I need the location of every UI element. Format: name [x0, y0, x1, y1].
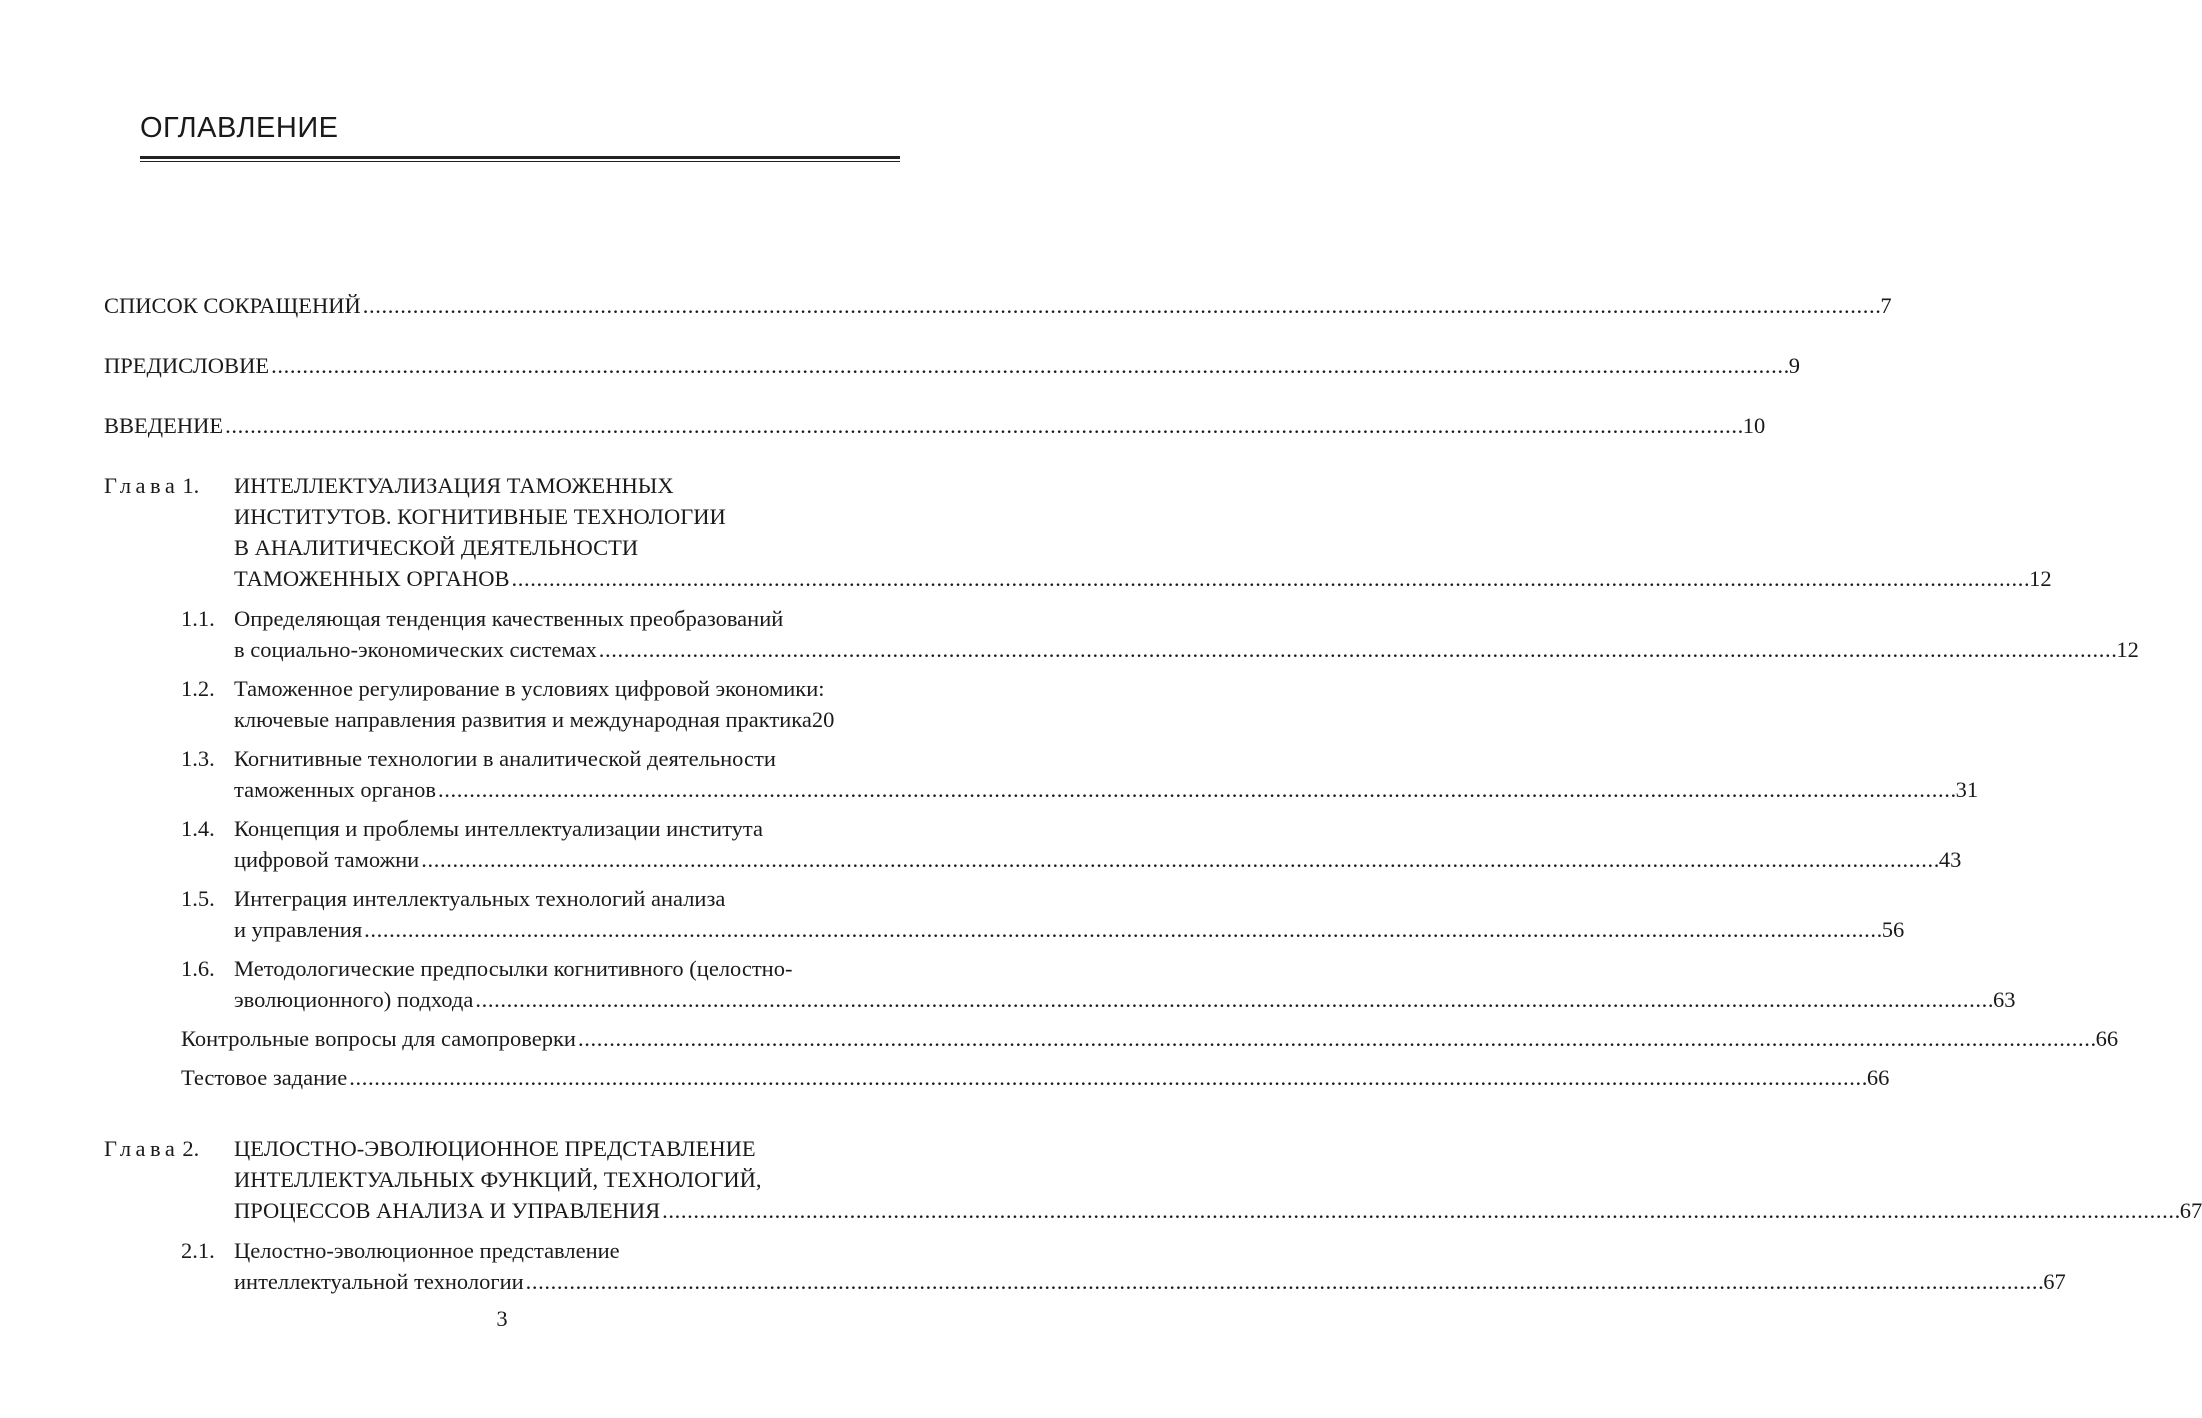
section-title-line: Когнитивные технологии в аналитической деятельности [234, 746, 776, 771]
toc-entry-title: Контрольные вопросы для самопроверки [181, 1026, 576, 1051]
toc-page-number: 43 [1938, 847, 1962, 872]
toc-entry-control-questions[interactable] [181, 1023, 2119, 1054]
chapter-title-line: ТАМОЖЕННЫХ ОРГАНОВ [234, 566, 510, 591]
page-title: ОГЛАВЛЕНИЕ [140, 112, 339, 144]
section-title-line: Определяющая тенденция качественных преобразований [234, 606, 784, 631]
toc-page-number: 7 [1880, 293, 1892, 318]
section-title-line: и управления [234, 917, 363, 942]
toc-page-number: 67 [2043, 1269, 2066, 1294]
section-number: 1.1. [181, 606, 215, 631]
dot-leader [364, 914, 1880, 945]
toc-page-number: 67 [2179, 1198, 2202, 1223]
section-number: 2.1. [181, 1238, 215, 1263]
toc-page-number: 56 [1881, 917, 1905, 942]
title-rule-thin [140, 161, 900, 162]
dot-leader [599, 634, 2115, 665]
section-number: 1.2. [181, 676, 215, 701]
chapter-title-line: ПРОЦЕССОВ АНАЛИЗА И УПРАВЛЕНИЯ [234, 1198, 661, 1223]
dot-leader [271, 350, 1787, 381]
section-number: 1.6. [181, 956, 215, 981]
toc-chapter-1[interactable] [104, 470, 2052, 594]
dot-leader [363, 290, 1879, 321]
toc-page-number: 12 [2116, 637, 2139, 662]
dot-leader [438, 774, 1954, 805]
section-number: 1.3. [181, 746, 215, 771]
section-number: 1.4. [181, 816, 215, 841]
chapter-label: Глава 2. [104, 1136, 200, 1161]
dot-leader [662, 1195, 2178, 1226]
dot-leader [349, 1062, 1865, 1093]
toc-section-2-1[interactable] [181, 1235, 2066, 1297]
dot-leader [578, 1023, 2094, 1054]
toc-section-1-2[interactable] [181, 673, 900, 735]
section-title-line: интеллектуальной технологии [234, 1269, 524, 1294]
toc-entry-title: ВВЕДЕНИЕ [104, 413, 224, 438]
section-title-line: Интеграция интеллектуальных технологий анализа [234, 886, 726, 911]
section-title-line: Таможенное регулирование в условиях цифровой экономики: [234, 676, 825, 701]
toc-page-number: 20 [811, 707, 835, 732]
toc-page-number: 66 [2095, 1026, 2119, 1051]
toc-section-1-4[interactable] [181, 813, 1962, 875]
toc-page-number: 63 [1992, 987, 2016, 1012]
page-number: 3 [496, 1306, 508, 1331]
dot-leader [475, 984, 1991, 1015]
dot-leader [526, 1266, 2042, 1297]
toc-entry-title: ПРЕДИСЛОВИЕ [104, 353, 270, 378]
toc-entry-introduction[interactable] [104, 410, 1766, 441]
table-of-contents [104, 290, 2202, 1297]
toc-page-number: 9 [1788, 353, 1800, 378]
toc-page-number: 31 [1955, 777, 1979, 802]
chapter-title-line: ЦЕЛОСТНО-ЭВОЛЮЦИОННОЕ ПРЕДСТАВЛЕНИЕ [234, 1136, 756, 1161]
chapter-label: Глава 1. [104, 473, 200, 498]
toc-section-1-3[interactable] [181, 743, 1979, 805]
section-title-line: ключевые направления развития и международная практика [234, 707, 812, 732]
toc-entry-abbreviations[interactable] [104, 290, 1892, 321]
title-rule-thick [140, 156, 900, 159]
toc-entry-title: СПИСОК СОКРАЩЕНИЙ [104, 293, 361, 318]
toc-section-1-5[interactable] [181, 883, 1905, 945]
toc-entry-preface[interactable] [104, 350, 1800, 381]
section-title-line: в социально-экономических системах [234, 637, 597, 662]
section-number: 1.5. [181, 886, 215, 911]
dot-leader [421, 844, 1937, 875]
dot-leader [512, 563, 2028, 594]
section-title-line: эволюционного) подхода [234, 987, 474, 1012]
chapter-title-line: ИНТЕЛЛЕКТУАЛИЗАЦИЯ ТАМОЖЕННЫХ [234, 473, 674, 498]
section-title-line: Концепция и проблемы интеллектуализации института [234, 816, 763, 841]
chapter-title-line: ИНТЕЛЛЕКТУАЛЬНЫХ ФУНКЦИЙ, ТЕХНОЛОГИЙ, [234, 1167, 762, 1192]
dot-leader [225, 410, 1741, 441]
toc-page-number: 12 [2029, 566, 2052, 591]
toc-entry-title: Тестовое задание [181, 1065, 348, 1090]
toc-section-1-1[interactable] [181, 603, 2139, 665]
toc-chapter-2[interactable] [104, 1133, 2202, 1226]
section-title-line: Методологические предпосылки когнитивного (целостно- [234, 956, 793, 981]
toc-entry-test-task[interactable] [181, 1062, 1890, 1093]
section-title-line: Целостно-эволюционное представление [234, 1238, 620, 1263]
toc-page-number: 10 [1742, 413, 1766, 438]
toc-page-number: 66 [1866, 1065, 1890, 1090]
toc-section-1-6[interactable] [181, 953, 2016, 1015]
section-title-line: цифровой таможни [234, 847, 420, 872]
chapter-title-line: ИНСТИТУТОВ. КОГНИТИВНЫЕ ТЕХНОЛОГИИ [234, 504, 726, 529]
chapter-title-line: В АНАЛИТИЧЕСКОЙ ДЕЯТЕЛЬНОСТИ [234, 535, 639, 560]
section-title-line: таможенных органов [234, 777, 436, 802]
